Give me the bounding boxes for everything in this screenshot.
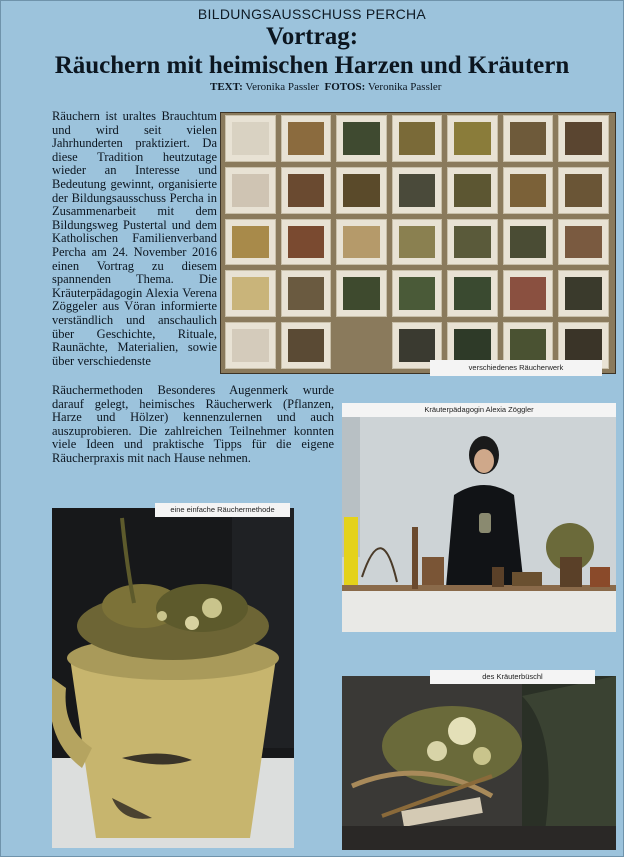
box-item <box>447 115 498 162</box>
photo-raeucherwerk-boxes <box>220 112 616 374</box>
section-kicker: BILDUNGSAUSSCHUSS PERCHA <box>197 6 427 22</box>
box-item <box>225 219 276 266</box>
box-item <box>447 167 498 214</box>
box-item <box>225 115 276 162</box>
box-item <box>392 270 443 317</box>
box-item <box>392 219 443 266</box>
box-item <box>281 270 332 317</box>
box-grid <box>225 115 609 369</box>
photo-kraeuterpaedagogin-illustration <box>342 417 616 632</box>
box-item <box>225 270 276 317</box>
caption-raeucherwerk: verschiedenes Räucherwerk <box>430 360 602 376</box>
box-item <box>281 115 332 162</box>
photo-raeuchermethode-illustration <box>52 508 294 848</box>
byline-text-name: Veronika Passler <box>245 81 319 93</box>
box-item <box>336 270 387 317</box>
box-item <box>558 167 609 214</box>
byline-photo-name: Veronika Passler <box>367 81 442 93</box>
box-item <box>558 270 609 317</box>
photo-kraeuterbueschl-illustration <box>342 676 616 850</box>
box-item <box>281 322 332 369</box>
article-column-text: Räuchern ist uraltes Brauchtum und wird seit vielen Jahrhunderten praktiziert. Da diese Tradition heutzutage wieder an Interesse und Bedeutung gewinnt, organisierte der Bildungsausschuss Percha in Zusammenarbeit mit dem Bildungsweg Pustertal und dem Katholischen Familienverband Percha am 24. November 2016 einen Vortrag zu diesem spannenden Thema. Die Kräuterpädagogin Alexia Verena Zöggeler aus Vöran informierte verständlich und anschaulich über Geschichte, Rituale, Raunächte, Materialien, sowie über verschiedenste <box>52 109 217 368</box>
box-item <box>503 270 554 317</box>
photo-raeuchermethode <box>52 508 294 848</box>
photo-kraeuterpaedagogin <box>342 417 616 632</box>
box-item <box>225 322 276 369</box>
box-item <box>503 115 554 162</box>
article-wide-text: Räuchermethoden Besonderes Augenmerk wurde darauf gelegt, heimisches Räucherwerk (Pflanzen, Harze und Hölzer) kennenzulernen und auch auszuprobieren. Die zahlreichen Teilnehmer konnten viele Ideen und praktische Tipps für die eigene Räucherpraxis mit nach Hause nehmen. <box>52 383 334 465</box>
caption-kraeuterpaedagogin: Kräuterpädagogin Alexia Zöggler <box>342 403 616 417</box>
box-item <box>558 219 609 266</box>
box-item <box>281 219 332 266</box>
box-item <box>392 167 443 214</box>
box-item <box>281 167 332 214</box>
byline-photo-label: FOTOS: <box>324 81 366 93</box>
box-item <box>336 219 387 266</box>
box-item <box>447 270 498 317</box>
box-item <box>336 115 387 162</box>
box-item <box>336 167 387 214</box>
box-item <box>447 219 498 266</box>
caption-kraeuterbueschl: des Kräuterbüschl <box>430 670 595 684</box>
box-item <box>503 167 554 214</box>
box-item <box>225 167 276 214</box>
byline <box>210 81 441 93</box>
byline-text-label: TEXT: <box>210 81 243 93</box>
headline-line-2: Räuchern mit heimischen Harzen und Kräutern <box>54 52 570 79</box>
box-item <box>558 115 609 162</box>
headline-line-1: Vortrag: <box>265 23 359 50</box>
box-item <box>503 219 554 266</box>
photo-kraeuterbueschl <box>342 676 616 850</box>
caption-raeuchermethode: eine einfache Räuchermethode <box>155 503 290 517</box>
box-item <box>336 322 387 369</box>
box-item <box>392 115 443 162</box>
